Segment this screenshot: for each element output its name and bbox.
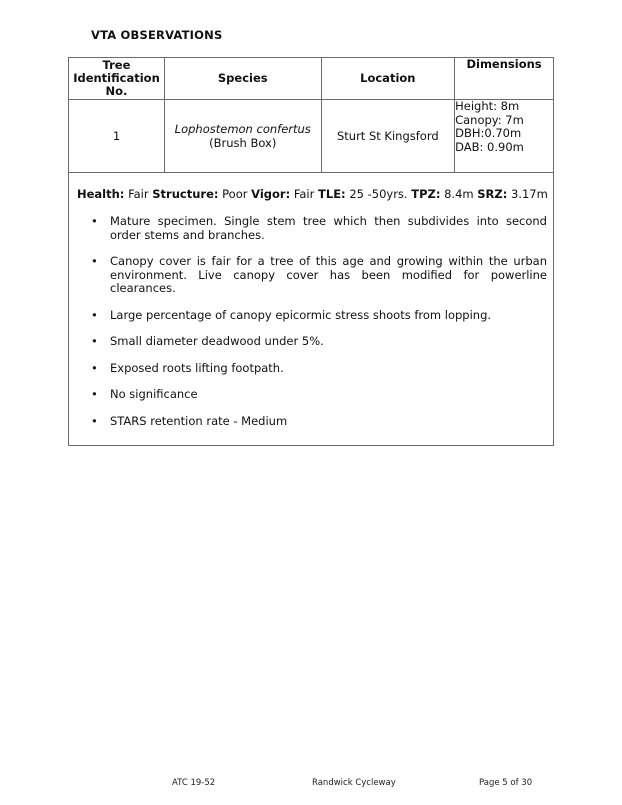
structure-label: Structure: <box>152 187 219 201</box>
bullet-icon: • <box>91 413 98 428</box>
list-item-text: No significance <box>110 387 198 401</box>
species-common: (Brush Box) <box>209 136 277 150</box>
observation-table <box>68 57 554 446</box>
observation-list <box>69 215 553 428</box>
list-item <box>69 362 553 376</box>
bullet-icon: • <box>91 334 98 348</box>
list-item-text: Mature specimen. Single stem tree which then subdivides into second order stems and branches. <box>110 214 547 242</box>
tle-value: 25 -50yrs. <box>349 187 408 201</box>
list-item-text: Canopy cover is fair for a tree of this age and growing within the urban environment. Live canopy cover has been modified for powerline clearances. <box>110 254 547 295</box>
header-tree-id-line2: Identification <box>73 71 160 85</box>
health-value: Fair <box>128 187 149 201</box>
cell-tree-no: 1 <box>69 100 165 173</box>
list-item <box>69 335 553 349</box>
list-item <box>69 415 553 429</box>
structure-value: Poor <box>222 187 248 201</box>
tle-label: TLE: <box>318 187 346 201</box>
list-item-text: Small diameter deadwood under 5%. <box>110 334 324 348</box>
species-latin: Lophostemon confertus <box>174 122 311 136</box>
footer-reference: ATC 19-52 <box>172 778 216 788</box>
header-tree-id <box>69 58 165 100</box>
list-item-text: Exposed roots lifting footpath. <box>110 360 284 375</box>
footer-project: Randwick Cycleway <box>312 778 396 788</box>
list-item <box>69 309 553 323</box>
list-item <box>69 255 553 296</box>
header-location: Location <box>321 58 455 100</box>
header-tree-id-line3: No. <box>105 84 128 98</box>
dimension-height: Height: 8m <box>455 99 520 113</box>
bullet-icon: • <box>91 254 98 268</box>
health-label: Health: <box>77 187 125 201</box>
vigor-value: Fair <box>293 187 315 201</box>
header-dimensions: Dimensions <box>455 58 554 100</box>
notes-row <box>69 173 554 446</box>
header-species: Species <box>164 58 321 100</box>
bullet-icon: • <box>91 387 98 401</box>
vigor-label: Vigor: <box>251 187 291 201</box>
list-item-text: STARS retention rate - Medium <box>110 413 288 428</box>
srz-value: 3.17m <box>511 187 548 201</box>
list-item <box>69 388 553 402</box>
srz-label: SRZ: <box>477 187 508 201</box>
list-item-text: Large percentage of canopy epicormic stress shoots from lopping. <box>110 307 492 322</box>
tpz-label: TPZ: <box>411 187 441 201</box>
bullet-icon: • <box>91 360 98 375</box>
dimension-dbh: DBH:0.70m <box>455 126 522 140</box>
footer-page-number: Page 5 of 30 <box>479 778 533 788</box>
header-tree-id-line1: Tree <box>102 58 131 72</box>
list-item <box>69 215 553 242</box>
cell-location: Sturt St Kingsford <box>321 100 455 173</box>
bullet-icon: • <box>91 307 98 322</box>
cell-species <box>164 100 321 173</box>
health-summary <box>77 187 553 201</box>
bullet-icon: • <box>91 214 98 228</box>
tpz-value: 8.4m <box>444 187 474 201</box>
dimension-canopy: Canopy: 7m <box>455 112 524 127</box>
table-row <box>69 100 554 173</box>
dimension-dab: DAB: 0.90m <box>455 139 524 154</box>
notes-cell <box>69 173 554 446</box>
section-heading: VTA OBSERVATIONS <box>91 28 223 42</box>
cell-dimensions <box>455 100 554 173</box>
table-header-row <box>69 58 554 100</box>
